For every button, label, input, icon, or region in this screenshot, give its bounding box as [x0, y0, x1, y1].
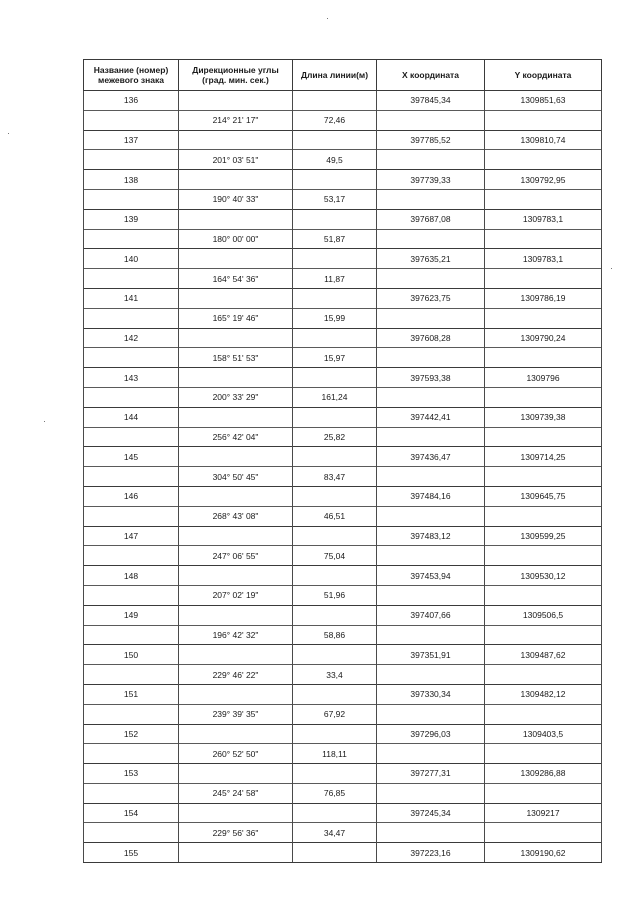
x-coordinate-cell: 397245,34: [377, 803, 485, 823]
angle-cell-empty: [179, 170, 293, 190]
angle-cell-empty: [179, 566, 293, 586]
y-coordinate-cell-empty: [485, 189, 602, 209]
line-length-cell: 58,86: [293, 625, 377, 645]
point-name-cell: 148: [84, 566, 179, 586]
x-coordinate-cell: 397484,16: [377, 486, 485, 506]
direction-angle-cell: 164° 54' 36": [179, 269, 293, 289]
line-length-cell: 51,87: [293, 229, 377, 249]
angle-cell-empty: [179, 91, 293, 111]
line-length-cell: 83,47: [293, 467, 377, 487]
x-coordinate-cell: 397330,34: [377, 684, 485, 704]
angle-cell-empty: [179, 249, 293, 269]
x-coordinate-cell: 397296,03: [377, 724, 485, 744]
angle-cell-empty: [179, 843, 293, 863]
direction-angle-cell: 190° 40' 33": [179, 189, 293, 209]
point-name-cell: 154: [84, 803, 179, 823]
header-line-length: Длина линии(м): [293, 60, 377, 91]
direction-angle-cell: 229° 56' 36": [179, 823, 293, 843]
length-cell-empty: [293, 764, 377, 784]
y-coordinate-cell: 1309783,1: [485, 209, 602, 229]
y-coordinate-cell-empty: [485, 823, 602, 843]
x-coordinate-cell-empty: [377, 269, 485, 289]
point-name-cell-empty: [84, 823, 179, 843]
table-row-line: [84, 308, 602, 328]
x-coordinate-cell: 397785,52: [377, 130, 485, 150]
y-coordinate-cell: 1309796: [485, 368, 602, 388]
x-coordinate-cell: 397453,94: [377, 566, 485, 586]
y-coordinate-cell: 1309286,88: [485, 764, 602, 784]
y-coordinate-cell: 1309739,38: [485, 407, 602, 427]
x-coordinate-cell: 397483,12: [377, 526, 485, 546]
length-cell-empty: [293, 368, 377, 388]
x-coordinate-cell: 397593,38: [377, 368, 485, 388]
direction-angle-cell: 207° 02' 19": [179, 585, 293, 605]
table-row-line: [84, 189, 602, 209]
y-coordinate-cell-empty: [485, 585, 602, 605]
scan-speck: [327, 18, 328, 19]
x-coordinate-cell-empty: [377, 506, 485, 526]
line-length-cell: 72,46: [293, 110, 377, 130]
table-row-line: [84, 665, 602, 685]
table-row-line: [84, 704, 602, 724]
y-coordinate-cell-empty: [485, 348, 602, 368]
y-coordinate-cell-empty: [485, 783, 602, 803]
table-row-line: [84, 150, 602, 170]
x-coordinate-cell-empty: [377, 625, 485, 645]
line-length-cell: 25,82: [293, 427, 377, 447]
length-cell-empty: [293, 486, 377, 506]
y-coordinate-cell-empty: [485, 308, 602, 328]
direction-angle-cell: 260° 52' 50": [179, 744, 293, 764]
table-row-line: [84, 506, 602, 526]
x-coordinate-cell: 397623,75: [377, 288, 485, 308]
point-name-cell-empty: [84, 308, 179, 328]
y-coordinate-cell-empty: [485, 744, 602, 764]
table-row-point: [84, 764, 602, 784]
table-row-line: [84, 783, 602, 803]
table-row-line: [84, 387, 602, 407]
table-row-line: [84, 269, 602, 289]
x-coordinate-cell-empty: [377, 823, 485, 843]
y-coordinate-cell: 1309786,19: [485, 288, 602, 308]
point-name-cell-empty: [84, 229, 179, 249]
table-row-line: [84, 229, 602, 249]
line-length-cell: 67,92: [293, 704, 377, 724]
line-length-cell: 75,04: [293, 546, 377, 566]
direction-angle-cell: 256° 42' 04": [179, 427, 293, 447]
point-name-cell: 142: [84, 328, 179, 348]
scan-speck: [44, 421, 45, 422]
length-cell-empty: [293, 130, 377, 150]
point-name-cell-empty: [84, 110, 179, 130]
angle-cell-empty: [179, 803, 293, 823]
header-y-coordinate: Y координата: [485, 60, 602, 91]
point-name-cell: 145: [84, 447, 179, 467]
x-coordinate-cell-empty: [377, 704, 485, 724]
y-coordinate-cell: 1309530,12: [485, 566, 602, 586]
y-coordinate-cell-empty: [485, 467, 602, 487]
table-row-point: [84, 526, 602, 546]
x-coordinate-cell-empty: [377, 348, 485, 368]
y-coordinate-cell: 1309190,62: [485, 843, 602, 863]
x-coordinate-cell-empty: [377, 783, 485, 803]
direction-angle-cell: 229° 46' 22": [179, 665, 293, 685]
table-row-point: [84, 447, 602, 467]
point-name-cell: 141: [84, 288, 179, 308]
point-name-cell: 139: [84, 209, 179, 229]
y-coordinate-cell: 1309792,95: [485, 170, 602, 190]
line-length-cell: 15,97: [293, 348, 377, 368]
y-coordinate-cell: 1309645,75: [485, 486, 602, 506]
line-length-cell: 15,99: [293, 308, 377, 328]
angle-cell-empty: [179, 288, 293, 308]
y-coordinate-cell: 1309851,63: [485, 91, 602, 111]
length-cell-empty: [293, 170, 377, 190]
point-name-cell-empty: [84, 150, 179, 170]
point-name-cell: 146: [84, 486, 179, 506]
y-coordinate-cell: 1309810,74: [485, 130, 602, 150]
length-cell-empty: [293, 209, 377, 229]
point-name-cell: 155: [84, 843, 179, 863]
point-name-cell-empty: [84, 467, 179, 487]
table-row-point: [84, 130, 602, 150]
table-row-line: [84, 467, 602, 487]
point-name-cell: 138: [84, 170, 179, 190]
table-row-point: [84, 486, 602, 506]
table-row-point: [84, 724, 602, 744]
angle-cell-empty: [179, 328, 293, 348]
y-coordinate-cell: 1309217: [485, 803, 602, 823]
y-coordinate-cell-empty: [485, 229, 602, 249]
y-coordinate-cell-empty: [485, 110, 602, 130]
length-cell-empty: [293, 447, 377, 467]
header-direction-angle: Дирекционные углы (град. мин. сек.): [179, 60, 293, 91]
x-coordinate-cell-empty: [377, 189, 485, 209]
point-name-cell-empty: [84, 546, 179, 566]
header-point-name: Название (номер) межевого знака: [84, 60, 179, 91]
table-row-line: [84, 546, 602, 566]
table-row-point: [84, 209, 602, 229]
line-length-cell: 34,47: [293, 823, 377, 843]
x-coordinate-cell-empty: [377, 744, 485, 764]
length-cell-empty: [293, 724, 377, 744]
point-name-cell: 140: [84, 249, 179, 269]
table-row-line: [84, 110, 602, 130]
point-name-cell-empty: [84, 269, 179, 289]
y-coordinate-cell: 1309790,24: [485, 328, 602, 348]
angle-cell-empty: [179, 645, 293, 665]
x-coordinate-cell-empty: [377, 387, 485, 407]
direction-angle-cell: 180° 00' 00": [179, 229, 293, 249]
x-coordinate-cell: 397845,34: [377, 91, 485, 111]
y-coordinate-cell: 1309403,5: [485, 724, 602, 744]
length-cell-empty: [293, 249, 377, 269]
direction-angle-cell: 214° 21' 17": [179, 110, 293, 130]
point-name-cell-empty: [84, 704, 179, 724]
x-coordinate-cell: 397687,08: [377, 209, 485, 229]
angle-cell-empty: [179, 684, 293, 704]
point-name-cell-empty: [84, 189, 179, 209]
point-name-cell: 147: [84, 526, 179, 546]
table-row-point: [84, 328, 602, 348]
table-row-line: [84, 823, 602, 843]
x-coordinate-cell-empty: [377, 467, 485, 487]
length-cell-empty: [293, 288, 377, 308]
x-coordinate-cell-empty: [377, 546, 485, 566]
line-length-cell: 49,5: [293, 150, 377, 170]
x-coordinate-cell: 397635,21: [377, 249, 485, 269]
x-coordinate-cell: 397608,28: [377, 328, 485, 348]
x-coordinate-cell: 397436,47: [377, 447, 485, 467]
table-header-row: [84, 60, 602, 91]
line-length-cell: 76,85: [293, 783, 377, 803]
header-x-coordinate: X координата: [377, 60, 485, 91]
point-name-cell: 150: [84, 645, 179, 665]
table-row-line: [84, 427, 602, 447]
y-coordinate-cell: 1309506,5: [485, 605, 602, 625]
point-name-cell-empty: [84, 665, 179, 685]
y-coordinate-cell-empty: [485, 665, 602, 685]
x-coordinate-cell: 397442,41: [377, 407, 485, 427]
line-length-cell: 51,96: [293, 585, 377, 605]
point-name-cell-empty: [84, 348, 179, 368]
point-name-cell: 136: [84, 91, 179, 111]
table-body: [84, 91, 602, 863]
y-coordinate-cell-empty: [485, 704, 602, 724]
point-name-cell-empty: [84, 506, 179, 526]
x-coordinate-cell-empty: [377, 229, 485, 249]
point-name-cell-empty: [84, 783, 179, 803]
angle-cell-empty: [179, 724, 293, 744]
line-length-cell: 53,17: [293, 189, 377, 209]
point-name-cell: 153: [84, 764, 179, 784]
point-name-cell: 151: [84, 684, 179, 704]
table-row-point: [84, 803, 602, 823]
table-row-point: [84, 368, 602, 388]
point-name-cell-empty: [84, 387, 179, 407]
length-cell-empty: [293, 803, 377, 823]
x-coordinate-cell-empty: [377, 110, 485, 130]
y-coordinate-cell: 1309487,62: [485, 645, 602, 665]
x-coordinate-cell: 397739,33: [377, 170, 485, 190]
table-row-point: [84, 843, 602, 863]
y-coordinate-cell-empty: [485, 427, 602, 447]
y-coordinate-cell-empty: [485, 625, 602, 645]
direction-angle-cell: 239° 39' 35": [179, 704, 293, 724]
direction-angle-cell: 247° 06' 55": [179, 546, 293, 566]
y-coordinate-cell-empty: [485, 269, 602, 289]
table-row-point: [84, 407, 602, 427]
boundary-coordinates-table: [83, 59, 602, 863]
point-name-cell-empty: [84, 585, 179, 605]
direction-angle-cell: 268° 43' 08": [179, 506, 293, 526]
x-coordinate-cell-empty: [377, 665, 485, 685]
table-row-line: [84, 585, 602, 605]
x-coordinate-cell: 397277,31: [377, 764, 485, 784]
table-row-point: [84, 249, 602, 269]
line-length-cell: 11,87: [293, 269, 377, 289]
point-name-cell-empty: [84, 744, 179, 764]
length-cell-empty: [293, 645, 377, 665]
y-coordinate-cell: 1309714,25: [485, 447, 602, 467]
y-coordinate-cell-empty: [485, 387, 602, 407]
x-coordinate-cell-empty: [377, 150, 485, 170]
point-name-cell: 152: [84, 724, 179, 744]
angle-cell-empty: [179, 764, 293, 784]
angle-cell-empty: [179, 605, 293, 625]
angle-cell-empty: [179, 526, 293, 546]
table-row-point: [84, 91, 602, 111]
y-coordinate-cell: 1309482,12: [485, 684, 602, 704]
scan-speck: [611, 268, 612, 269]
line-length-cell: 46,51: [293, 506, 377, 526]
angle-cell-empty: [179, 368, 293, 388]
x-coordinate-cell-empty: [377, 585, 485, 605]
length-cell-empty: [293, 605, 377, 625]
y-coordinate-cell: 1309783,1: [485, 249, 602, 269]
point-name-cell: 143: [84, 368, 179, 388]
table-row-point: [84, 684, 602, 704]
x-coordinate-cell: 397407,66: [377, 605, 485, 625]
x-coordinate-cell: 397351,91: [377, 645, 485, 665]
table-row-line: [84, 625, 602, 645]
line-length-cell: 161,24: [293, 387, 377, 407]
y-coordinate-cell-empty: [485, 506, 602, 526]
length-cell-empty: [293, 843, 377, 863]
direction-angle-cell: 165° 19' 46": [179, 308, 293, 328]
point-name-cell-empty: [84, 427, 179, 447]
table-row-point: [84, 170, 602, 190]
table-row-point: [84, 605, 602, 625]
length-cell-empty: [293, 407, 377, 427]
direction-angle-cell: 158° 51' 53": [179, 348, 293, 368]
direction-angle-cell: 196° 42' 32": [179, 625, 293, 645]
direction-angle-cell: 304° 50' 45": [179, 467, 293, 487]
table-row-line: [84, 348, 602, 368]
line-length-cell: 118,11: [293, 744, 377, 764]
length-cell-empty: [293, 91, 377, 111]
x-coordinate-cell-empty: [377, 308, 485, 328]
point-name-cell: 137: [84, 130, 179, 150]
length-cell-empty: [293, 566, 377, 586]
angle-cell-empty: [179, 130, 293, 150]
table-row-point: [84, 645, 602, 665]
y-coordinate-cell-empty: [485, 546, 602, 566]
angle-cell-empty: [179, 407, 293, 427]
line-length-cell: 33,4: [293, 665, 377, 685]
length-cell-empty: [293, 526, 377, 546]
table-row-line: [84, 744, 602, 764]
direction-angle-cell: 200° 33' 29": [179, 387, 293, 407]
point-name-cell-empty: [84, 625, 179, 645]
direction-angle-cell: 201° 03' 51": [179, 150, 293, 170]
scan-speck: [8, 133, 9, 134]
x-coordinate-cell: 397223,16: [377, 843, 485, 863]
angle-cell-empty: [179, 447, 293, 467]
x-coordinate-cell-empty: [377, 427, 485, 447]
direction-angle-cell: 245° 24' 58": [179, 783, 293, 803]
table-row-point: [84, 288, 602, 308]
point-name-cell: 149: [84, 605, 179, 625]
y-coordinate-cell-empty: [485, 150, 602, 170]
y-coordinate-cell: 1309599,25: [485, 526, 602, 546]
point-name-cell: 144: [84, 407, 179, 427]
angle-cell-empty: [179, 486, 293, 506]
angle-cell-empty: [179, 209, 293, 229]
length-cell-empty: [293, 684, 377, 704]
table-row-point: [84, 566, 602, 586]
length-cell-empty: [293, 328, 377, 348]
